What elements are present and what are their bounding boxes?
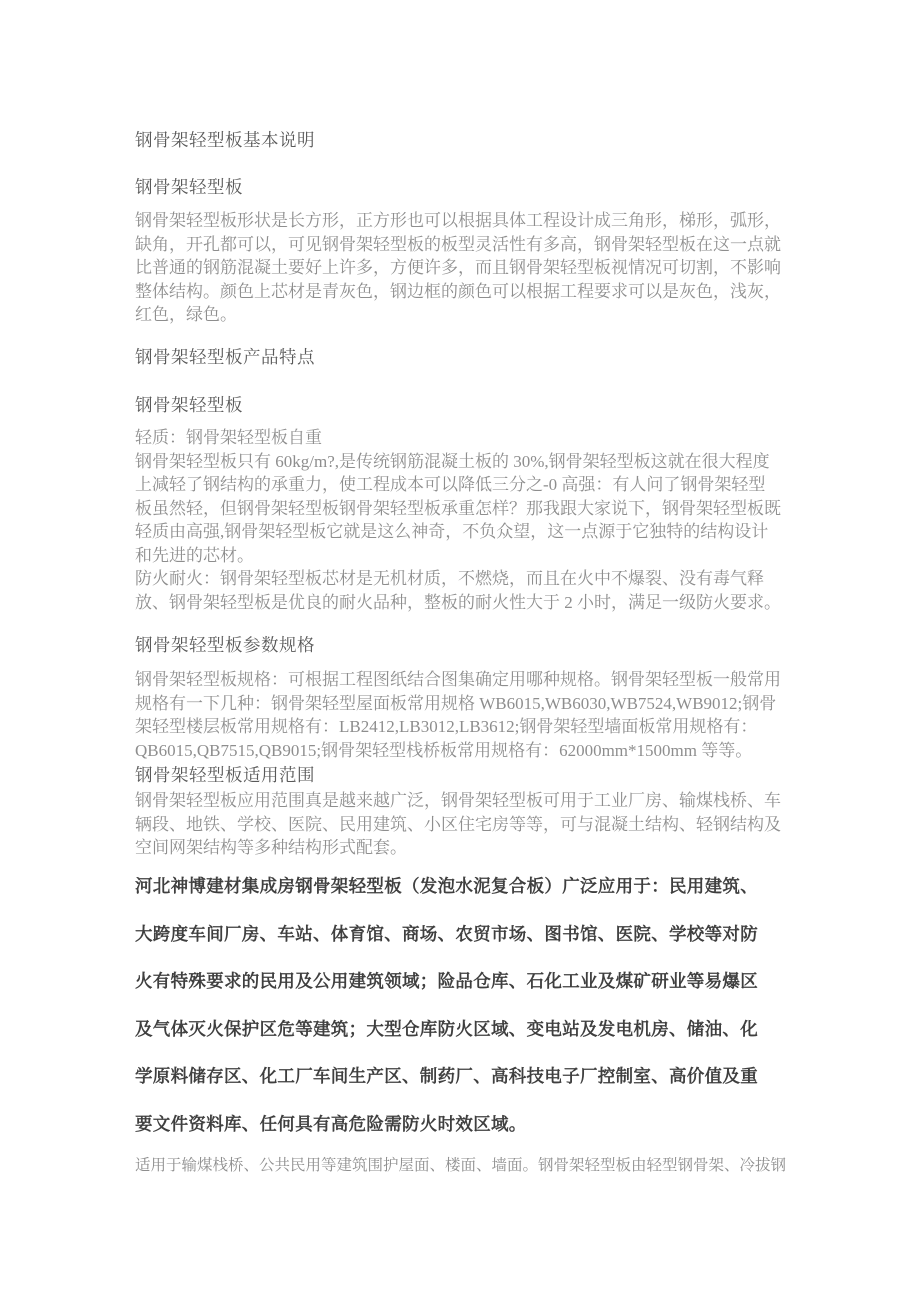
paragraph — [135, 426, 795, 614]
text-line: 红色，绿色。 — [135, 305, 237, 324]
text-line: 及气体灭火保护区危等建筑；大型仓库防火区域、变电站及发电机房、储油、化 — [135, 1018, 758, 1039]
text-line: 钢骨架轻型板形状是长方形，正方形也可以根据具体工程设计成三角形，梯形，弧形， — [135, 211, 781, 230]
text-line: 轻质由高强,钢骨架轻型板它就是这么神奇，不负众望，这一点源于它独特的结构设计 — [135, 522, 769, 541]
text-line: 空间网架结构等多种结构形式配套。 — [135, 838, 407, 857]
section-heading: 钢骨架轻型板基本说明 — [135, 130, 315, 150]
text-line: 钢骨架轻型板应用范围真是越来越广泛，钢骨架轻型板可用于工业厂房、输煤栈桥、车 — [135, 791, 781, 810]
text-line: 板虽然轻，但钢骨架轻型板钢骨架轻型板承重怎样？那我跟大家说下，钢骨架轻型板既 — [135, 498, 781, 518]
paragraph — [135, 1155, 815, 1177]
text-line: 放、钢骨架轻型板是优良的耐火品种，整板的耐火性大于 2 小时，满足一级防火要求。 — [135, 592, 781, 612]
text-line: 比普通的钢筋混凝土要好上许多，方便许多，而且钢骨架轻型板视情况可切割，不影响 — [135, 258, 781, 277]
paragraph — [135, 209, 795, 327]
text-line: 要文件资料库、任何具有高危险需防火时效区域。 — [135, 1113, 527, 1134]
text-line: 钢骨架轻型板规格：可根据工程图纸结合图集确定用哪种规格。钢骨架轻型板一般常用 — [135, 670, 781, 689]
section-heading: 钢骨架轻型板 — [135, 177, 243, 197]
text-line: 整体结构。颜色上芯材是青灰色，钢边框的颜色可以根据工程要求可以是灰色，浅灰， — [135, 281, 781, 301]
section-heading: 钢骨架轻型板产品特点 — [135, 347, 315, 367]
section-heading: 钢骨架轻型板 — [135, 395, 243, 415]
text-line: 学原料储存区、化工厂车间生产区、制药厂、高科技电子厂控制室、高价值及重 — [135, 1066, 758, 1086]
text-line: 和先进的芯材。 — [135, 545, 254, 565]
text-line: 适用于输煤栈桥、公共民用等建筑围护屋面、楼面、墙面。钢骨架轻型板由轻型钢骨架、冷拔钢 — [135, 1157, 787, 1174]
text-line: 规格有一下几种：钢骨架轻型屋面板常用规格 WB6015,WB6030,WB7524,WB9012;钢骨 — [135, 693, 777, 713]
text-line: 辆段、地铁、学校、医院、民用建筑、小区住宅房等等，可与混凝土结构、轻钢结构及 — [135, 814, 781, 834]
text-line: 架轻型楼层板常用规格有：LB2412,LB3012,LB3612;钢骨架轻型墙面板常用规格有： — [135, 717, 758, 736]
paragraph — [135, 863, 795, 1148]
text-line: 轻质：钢骨架轻型板自重 — [135, 428, 322, 447]
text-line: 河北神博建材集成房钢骨架轻型板（发泡水泥复合板）广泛应用于：民用建筑、 — [135, 876, 758, 896]
text-line: 上减轻了钢结构的承重力，使工程成本可以降低三分之-0 高强：有人问了钢骨架轻型 — [135, 475, 766, 494]
text-line: 防火耐火：钢骨架轻型板芯材是无机材质，不燃烧，而且在火中不爆裂、没有毒气释 — [135, 569, 764, 588]
text-line: QB6015,QB7515,QB9015;钢骨架轻型栈桥板常用规格有：62000mm*1500mm 等等。 — [135, 740, 753, 760]
paragraph — [135, 789, 795, 860]
section-heading: 钢骨架轻型板参数规格 — [135, 635, 315, 655]
text-line: 钢骨架轻型板只有 60kg/m?,是传统钢筋混凝土板的 30%,钢骨架轻型板这就在很大程度 — [135, 451, 770, 471]
text-line: 火有特殊要求的民用及公用建筑领域；险品仓库、石化工业及煤矿研业等易爆区 — [135, 971, 758, 991]
text-line: 缺角，开孔都可以，可见钢骨架轻型板的板型灵活性有多高，钢骨架轻型板在这一点就 — [135, 234, 781, 254]
paragraph — [135, 668, 795, 762]
text-line: 大跨度车间厂房、车站、体育馆、商场、农贸市场、图书馆、医院、学校等对防 — [135, 923, 758, 944]
section-heading: 钢骨架轻型板适用范围 — [135, 765, 315, 785]
